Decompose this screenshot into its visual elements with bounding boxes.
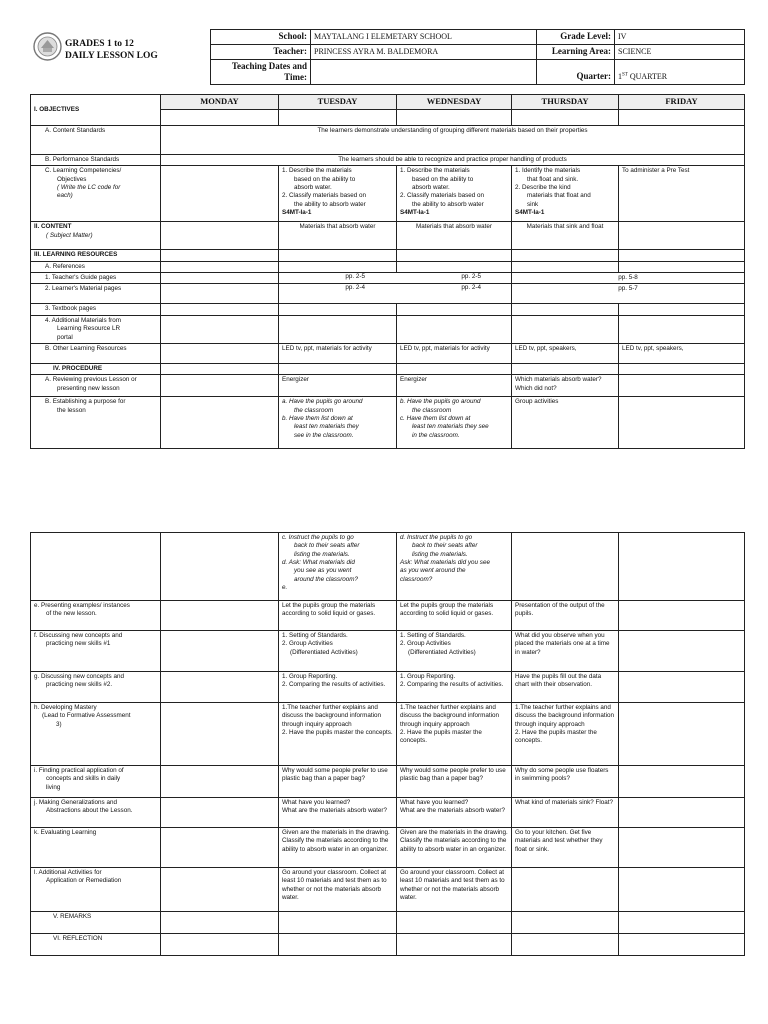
application-tuesday: Why would some people prefer to use plastic bag than a paper bag? bbox=[279, 766, 397, 798]
empty-cell bbox=[161, 703, 279, 766]
lm-wednesday: pp. 2-4 bbox=[461, 284, 481, 292]
empty-cell bbox=[619, 222, 745, 250]
other-resources-tuesday: LED tv, ppt, materials for activity bbox=[279, 343, 397, 363]
f-line: (Differentiated Activities) bbox=[408, 648, 476, 656]
purpose-line: the classroom bbox=[294, 406, 334, 414]
comp-line: absorb water. bbox=[412, 184, 450, 192]
empty-cell bbox=[619, 766, 745, 798]
grade-value: IV bbox=[615, 30, 745, 45]
references-label: A. References bbox=[31, 261, 161, 272]
reflection-label: VI. REFLECTION bbox=[31, 934, 161, 956]
empty-cell bbox=[619, 601, 745, 631]
competencies-tuesday bbox=[279, 166, 397, 222]
quarter-value bbox=[615, 59, 745, 84]
l-label-line1: l. Additional Activities for bbox=[34, 869, 102, 876]
other-resources-label: B. Other Learning Resources bbox=[31, 343, 161, 363]
competencies-label bbox=[31, 166, 161, 222]
other-resources-friday: LED tv, ppt, speakers, bbox=[619, 343, 745, 363]
empty-cell bbox=[279, 315, 397, 343]
purpose-line: the classroom bbox=[412, 406, 452, 414]
empty-cell bbox=[619, 703, 745, 766]
review-tuesday: Energizer bbox=[279, 375, 397, 397]
cont-line: you see as you went bbox=[294, 567, 352, 575]
empty-cell bbox=[161, 284, 279, 304]
lc-code: S4MT-Ia-1 bbox=[282, 209, 312, 217]
i-label-line2: concepts and skills in daily bbox=[46, 775, 121, 783]
purpose-label bbox=[31, 397, 161, 449]
discussing-1-tuesday bbox=[279, 631, 397, 672]
comp-line: 1. Describe the materials bbox=[282, 167, 352, 175]
empty-cell bbox=[619, 631, 745, 672]
g-label-line1: g. Discussing new concepts and bbox=[34, 673, 124, 680]
empty-cell bbox=[619, 315, 745, 343]
f-line: 1. Setting of Standards. bbox=[400, 632, 466, 639]
comp-line: that float and sink. bbox=[527, 175, 579, 183]
review-wednesday: Energizer bbox=[397, 375, 512, 397]
form-title-line2: DAILY LESSON LOG bbox=[65, 51, 158, 61]
school-label: School: bbox=[211, 30, 311, 45]
generalizations-tuesday bbox=[279, 798, 397, 828]
empty-cell bbox=[161, 273, 279, 284]
dates-label-line1: Teaching Dates and bbox=[231, 60, 307, 71]
quarter-number: 1 bbox=[618, 72, 622, 82]
tg-wednesday: pp. 2-5 bbox=[461, 273, 481, 281]
j-label-line2: Abstractions about the Lesson. bbox=[46, 807, 133, 815]
continued-tuesday bbox=[279, 533, 397, 601]
cont-line: listing the materials. bbox=[412, 550, 468, 558]
j-line: What are the materials absorb water? bbox=[400, 807, 505, 815]
quarter-suffix: ST bbox=[622, 72, 628, 78]
h-line: 2. Have the pupils master the concepts. bbox=[400, 729, 482, 745]
content-thursday: Materials that sink and float bbox=[512, 222, 619, 250]
performance-standards-value: The learners should be able to recognize and practice proper handling of products bbox=[161, 155, 745, 166]
continued-wednesday bbox=[397, 533, 512, 601]
empty-cell bbox=[161, 375, 279, 397]
mastery-wednesday bbox=[397, 703, 512, 766]
empty-cell bbox=[161, 397, 279, 449]
content-label-main: II. CONTENT bbox=[34, 223, 72, 231]
discussing-1-wednesday bbox=[397, 631, 512, 672]
area-value: SCIENCE bbox=[615, 44, 745, 59]
quarter-label: Quarter: bbox=[537, 59, 615, 84]
competencies-label-line4: each) bbox=[57, 192, 73, 200]
discussing-2-tuesday bbox=[279, 672, 397, 703]
deped-seal-icon bbox=[33, 32, 62, 61]
examples-thursday: Presentation of the output of the pupils. bbox=[512, 601, 619, 631]
review-thursday: Which materials absorb water? Which did not? bbox=[512, 375, 619, 397]
additional-activities-tuesday: Go around your classroom. Collect at least 10 materials and test them as to whether or not the materials absorb water. bbox=[279, 868, 397, 912]
mastery-tuesday bbox=[279, 703, 397, 766]
form-title-line1: GRADES 1 to 12 bbox=[65, 39, 134, 49]
competencies-monday bbox=[161, 166, 279, 222]
empty-cell bbox=[161, 601, 279, 631]
comp-line: absorb water. bbox=[294, 184, 332, 192]
remarks-label: V. REMARKS bbox=[31, 912, 161, 934]
comp-line: 2. Classify materials based on bbox=[282, 192, 366, 200]
application-wednesday: Why would some people prefer to use plastic bag than a paper bag? bbox=[397, 766, 512, 798]
additional-materials-label bbox=[31, 315, 161, 343]
empty-cell bbox=[161, 533, 279, 601]
empty-cell bbox=[279, 304, 397, 315]
content-standards-value: The learners demonstrate understanding of grouping different materials based on their properties bbox=[161, 126, 745, 155]
empty-cell bbox=[619, 250, 745, 261]
discussing-2-wednesday bbox=[397, 672, 512, 703]
g-line: 2. Comparing the results of activities. bbox=[400, 681, 504, 689]
empty-cell bbox=[31, 533, 161, 601]
purpose-line: see in the classroom. bbox=[294, 431, 354, 439]
day-thursday: THURSDAY bbox=[512, 95, 619, 110]
generalizations-label bbox=[31, 798, 161, 828]
lesson-table-page1 bbox=[30, 94, 745, 449]
f-line: 1. Setting of Standards. bbox=[282, 632, 348, 639]
cont-line: around the classroom? bbox=[294, 575, 359, 583]
purpose-line: a. Have the pupils go around bbox=[282, 398, 363, 406]
empty-cell bbox=[161, 798, 279, 828]
empty-cell bbox=[397, 304, 512, 315]
empty-cell bbox=[512, 261, 619, 272]
review-label-line1: A. Reviewing previous Lesson or bbox=[45, 376, 137, 384]
empty-cell bbox=[161, 343, 279, 363]
empty-cell bbox=[512, 250, 619, 261]
lesson-table-page2 bbox=[30, 532, 745, 956]
content-label-sub: ( Subject Matter) bbox=[46, 231, 93, 239]
objectives-label: I. OBJECTIVES bbox=[31, 95, 161, 126]
tg-thursday: pp. 5-8 bbox=[512, 273, 745, 284]
h-line: 2. Have the pupils master the concepts. bbox=[515, 729, 597, 745]
cont-line: back to their seats after bbox=[412, 542, 478, 550]
purpose-label-line2: the lesson bbox=[57, 406, 86, 414]
resources-label: III. LEARNING RESOURCES bbox=[31, 250, 161, 261]
empty-cell bbox=[397, 315, 512, 343]
comp-line: sink bbox=[527, 200, 539, 208]
competencies-label-line2: Objectives bbox=[57, 175, 87, 183]
cont-line: as you went around the bbox=[400, 567, 466, 575]
comp-line: the ability to absorb water bbox=[294, 200, 366, 208]
h-line: 1.The teacher further explains and discuss the background information through inquiry approach bbox=[400, 704, 500, 728]
empty-cell bbox=[161, 672, 279, 703]
empty-cell bbox=[161, 912, 279, 934]
content-label bbox=[31, 222, 161, 250]
empty-cell bbox=[161, 261, 279, 272]
form-title bbox=[65, 38, 158, 62]
teacher-value: PRINCESS AYRA M. BALDEMORA bbox=[311, 44, 537, 59]
f-label-line2: practicing new skills #1 bbox=[46, 640, 111, 648]
empty-cell bbox=[619, 798, 745, 828]
empty-cell bbox=[619, 533, 745, 601]
empty-cell bbox=[279, 912, 397, 934]
empty-cell bbox=[619, 110, 745, 126]
empty-cell bbox=[161, 363, 279, 374]
empty-cell bbox=[619, 934, 745, 956]
generalizations-wednesday bbox=[397, 798, 512, 828]
cont-line: e. bbox=[282, 584, 288, 592]
competencies-label-line3: ( Write the LC code for bbox=[57, 184, 121, 192]
add-label-line2: Learning Resource LR bbox=[57, 325, 121, 333]
lc-code: S4MT-Ia-1 bbox=[515, 209, 545, 217]
examples-tuesday: Let the pupils group the materials according to solid liquid or gases. bbox=[279, 601, 397, 631]
empty-cell bbox=[397, 363, 512, 374]
empty-cell bbox=[161, 222, 279, 250]
cont-line: Ask: What materials did you see bbox=[400, 559, 490, 567]
f-line: (Differentiated Activities) bbox=[290, 648, 358, 656]
tg-tuesday: pp. 2-5 bbox=[345, 273, 365, 281]
empty-cell bbox=[161, 110, 279, 126]
competencies-thursday bbox=[512, 166, 619, 222]
h-line: 2. Have the pupils master the concepts. bbox=[282, 729, 393, 737]
add-label-line1: 4. Additional Materials from bbox=[45, 316, 121, 324]
cont-line: listing the materials. bbox=[294, 550, 350, 558]
grade-label: Grade Level: bbox=[537, 30, 615, 45]
day-tuesday: TUESDAY bbox=[279, 95, 397, 110]
dates-label bbox=[211, 59, 311, 84]
quarter-word: QUARTER bbox=[629, 72, 668, 82]
empty-cell bbox=[619, 397, 745, 449]
lm-tuesday: pp. 2-4 bbox=[345, 284, 365, 292]
additional-activities-label bbox=[31, 868, 161, 912]
other-resources-thursday: LED tv, ppt, speakers, bbox=[512, 343, 619, 363]
empty-cell bbox=[161, 304, 279, 315]
day-wednesday: WEDNESDAY bbox=[397, 95, 512, 110]
evaluating-thursday: Go to your kitchen. Get five materials and test whether they float or sink. bbox=[512, 828, 619, 868]
area-label: Learning Area: bbox=[537, 44, 615, 59]
deped-seal bbox=[33, 32, 62, 61]
comp-line: based on the ability to bbox=[294, 175, 356, 183]
g-label-line2: practicing new skills #2. bbox=[46, 681, 113, 689]
purpose-line: b. Have the pupils go around bbox=[400, 398, 481, 406]
empty-cell bbox=[619, 912, 745, 934]
f-line: 2. Group Activities bbox=[400, 640, 451, 648]
teachers-guide-label: 1. Teacher's Guide pages bbox=[31, 273, 161, 284]
comp-line: 2. Describe the kind bbox=[515, 184, 571, 192]
procedure-label: IV. PROCEDURE bbox=[31, 363, 161, 374]
empty-cell bbox=[161, 934, 279, 956]
g-line: 1. Group Reporting. bbox=[282, 673, 338, 680]
school-value: MAYTALANG I ELEMETARY SCHOOL bbox=[311, 30, 537, 45]
j-line: What have you learned? bbox=[282, 799, 351, 806]
application-thursday: Why do some people use floaters in swimming pools? bbox=[512, 766, 619, 798]
empty-cell bbox=[512, 363, 619, 374]
h-label-line3: 3) bbox=[56, 720, 62, 728]
cont-line: classroom? bbox=[400, 575, 433, 583]
purpose-line: c. Have them list down at bbox=[400, 414, 471, 422]
review-label bbox=[31, 375, 161, 397]
empty-cell bbox=[161, 315, 279, 343]
i-label-line1: i. Finding practical application of bbox=[34, 767, 124, 774]
empty-cell bbox=[161, 766, 279, 798]
cont-line: back to their seats after bbox=[294, 542, 360, 550]
purpose-line: in the classroom. bbox=[412, 431, 460, 439]
empty-cell bbox=[619, 375, 745, 397]
empty-cell bbox=[619, 672, 745, 703]
dates-label-line2: Time: bbox=[284, 71, 307, 82]
empty-cell bbox=[397, 934, 512, 956]
empty-cell bbox=[397, 250, 512, 261]
empty-cell bbox=[512, 868, 619, 912]
purpose-wednesday bbox=[397, 397, 512, 449]
cont-line: d. Instruct the pupils to go bbox=[400, 534, 473, 541]
h-label-line1: h. Developing Mastery bbox=[34, 704, 97, 711]
comp-line: materials that float and bbox=[527, 192, 591, 200]
competencies-wednesday bbox=[397, 166, 512, 222]
empty-cell bbox=[619, 261, 745, 272]
empty-cell bbox=[161, 631, 279, 672]
g-line: 1. Group Reporting. bbox=[400, 673, 456, 680]
review-label-line2: presenting new lesson bbox=[57, 384, 120, 392]
evaluating-label: k. Evaluating Learning bbox=[31, 828, 161, 868]
empty-cell bbox=[161, 828, 279, 868]
content-wednesday: Materials that absorb water bbox=[397, 222, 512, 250]
comp-line: the ability to absorb water bbox=[412, 200, 484, 208]
cont-line: d. Ask: What materials did bbox=[282, 559, 355, 567]
content-tuesday: Materials that absorb water bbox=[279, 222, 397, 250]
empty-cell bbox=[279, 261, 397, 272]
g-line: 2. Comparing the results of activities. bbox=[282, 681, 386, 689]
empty-cell bbox=[279, 250, 397, 261]
competencies-friday: To administer a Pre Test bbox=[619, 166, 745, 222]
purpose-line: least ten materials they see bbox=[412, 423, 489, 431]
cont-line: c. Instruct the pupils to go bbox=[282, 534, 354, 541]
empty-cell bbox=[279, 110, 397, 126]
empty-cell bbox=[161, 868, 279, 912]
empty-cell bbox=[512, 315, 619, 343]
purpose-thursday: Group activities bbox=[512, 397, 619, 449]
competencies-label-line1: C. Learning Competencies/ bbox=[45, 167, 122, 175]
comp-line: 2. Classify materials based on bbox=[400, 192, 484, 200]
presenting-examples-label bbox=[31, 601, 161, 631]
empty-cell bbox=[512, 110, 619, 126]
j-line: What are the materials absorb water? bbox=[282, 807, 387, 815]
h-line: 1.The teacher further explains and discuss the background information through inquiry approach bbox=[282, 704, 382, 728]
discussing-2-thursday: Have the pupils fill out the data chart with their observation. bbox=[512, 672, 619, 703]
discussing-1-label bbox=[31, 631, 161, 672]
lc-code: S4MT-Ia-1 bbox=[400, 209, 430, 217]
lm-thursday: pp. 5-7 bbox=[512, 284, 745, 304]
add-label-line3: portal bbox=[57, 333, 73, 341]
teachers-guide-tue-wed bbox=[279, 273, 512, 284]
e-label-line2: of the new lesson. bbox=[46, 610, 97, 618]
content-standards-label: A. Content Standards bbox=[31, 126, 161, 155]
comp-line: 1. Identify the materials bbox=[515, 167, 581, 175]
additional-activities-wednesday: Go around your classroom. Collect at least 10 materials and test them as to whether or not the materials absorb water. bbox=[397, 868, 512, 912]
empty-cell bbox=[397, 912, 512, 934]
empty-cell bbox=[619, 828, 745, 868]
l-label-line2: Application or Remediation bbox=[46, 877, 122, 885]
mastery-thursday bbox=[512, 703, 619, 766]
day-monday: MONDAY bbox=[161, 95, 279, 110]
empty-cell bbox=[512, 533, 619, 601]
evaluating-wednesday: Given are the materials in the drawing. Classify the materials according to the ability to absorb water in an organizer. bbox=[397, 828, 512, 868]
learners-material-label: 2. Learner's Material pages bbox=[31, 284, 161, 304]
learners-material-tue-wed bbox=[279, 284, 512, 304]
generalizations-thursday: What kind of materials sink? Float? bbox=[512, 798, 619, 828]
evaluating-tuesday: Given are the materials in the drawing. Classify the materials according to the ability to absorb water in an organizer. bbox=[279, 828, 397, 868]
purpose-line: least ten materials they bbox=[294, 423, 359, 431]
purpose-label-line1: B. Establishing a purpose for bbox=[45, 398, 126, 406]
empty-cell bbox=[279, 934, 397, 956]
performance-standards-label: B. Performance Standards bbox=[31, 155, 161, 166]
day-friday: FRIDAY bbox=[619, 95, 745, 110]
discussing-2-label bbox=[31, 672, 161, 703]
comp-line: based on the ability to bbox=[412, 175, 474, 183]
empty-cell bbox=[512, 912, 619, 934]
purpose-line: b. Have them list down at bbox=[282, 414, 353, 422]
empty-cell bbox=[397, 110, 512, 126]
other-resources-wednesday: LED tv, ppt, materials for activity bbox=[397, 343, 512, 363]
dates-value bbox=[311, 59, 537, 84]
empty-cell bbox=[397, 261, 512, 272]
e-label-line1: e. Presenting examples/ instances bbox=[34, 602, 130, 609]
f-line: 2. Group Activities bbox=[282, 640, 333, 648]
f-label-line1: f. Discussing new concepts and bbox=[34, 632, 123, 639]
empty-cell bbox=[512, 934, 619, 956]
empty-cell bbox=[512, 304, 619, 315]
textbook-label: 3. Textbook pages bbox=[31, 304, 161, 315]
comp-line: 1. Describe the materials bbox=[400, 167, 470, 175]
teacher-label: Teacher: bbox=[211, 44, 311, 59]
examples-wednesday: Let the pupils group the materials according to solid liquid or gases. bbox=[397, 601, 512, 631]
header-table bbox=[210, 29, 745, 85]
h-label-line2: (Lead to Formative Assessment bbox=[42, 712, 131, 720]
empty-cell bbox=[619, 868, 745, 912]
practical-application-label bbox=[31, 766, 161, 798]
purpose-tuesday bbox=[279, 397, 397, 449]
h-line: 1.The teacher further explains and discuss the background information through inquiry approach bbox=[515, 704, 615, 728]
empty-cell bbox=[619, 363, 745, 374]
empty-cell bbox=[619, 304, 745, 315]
empty-cell bbox=[161, 250, 279, 261]
developing-mastery-label bbox=[31, 703, 161, 766]
j-label-line1: j. Making Generalizations and bbox=[34, 799, 117, 806]
empty-cell bbox=[279, 363, 397, 374]
i-label-line3: living bbox=[46, 783, 61, 791]
j-line: What have you learned? bbox=[400, 799, 469, 806]
discussing-1-thursday: What did you observe when you placed the materials one at a time in water? bbox=[512, 631, 619, 672]
